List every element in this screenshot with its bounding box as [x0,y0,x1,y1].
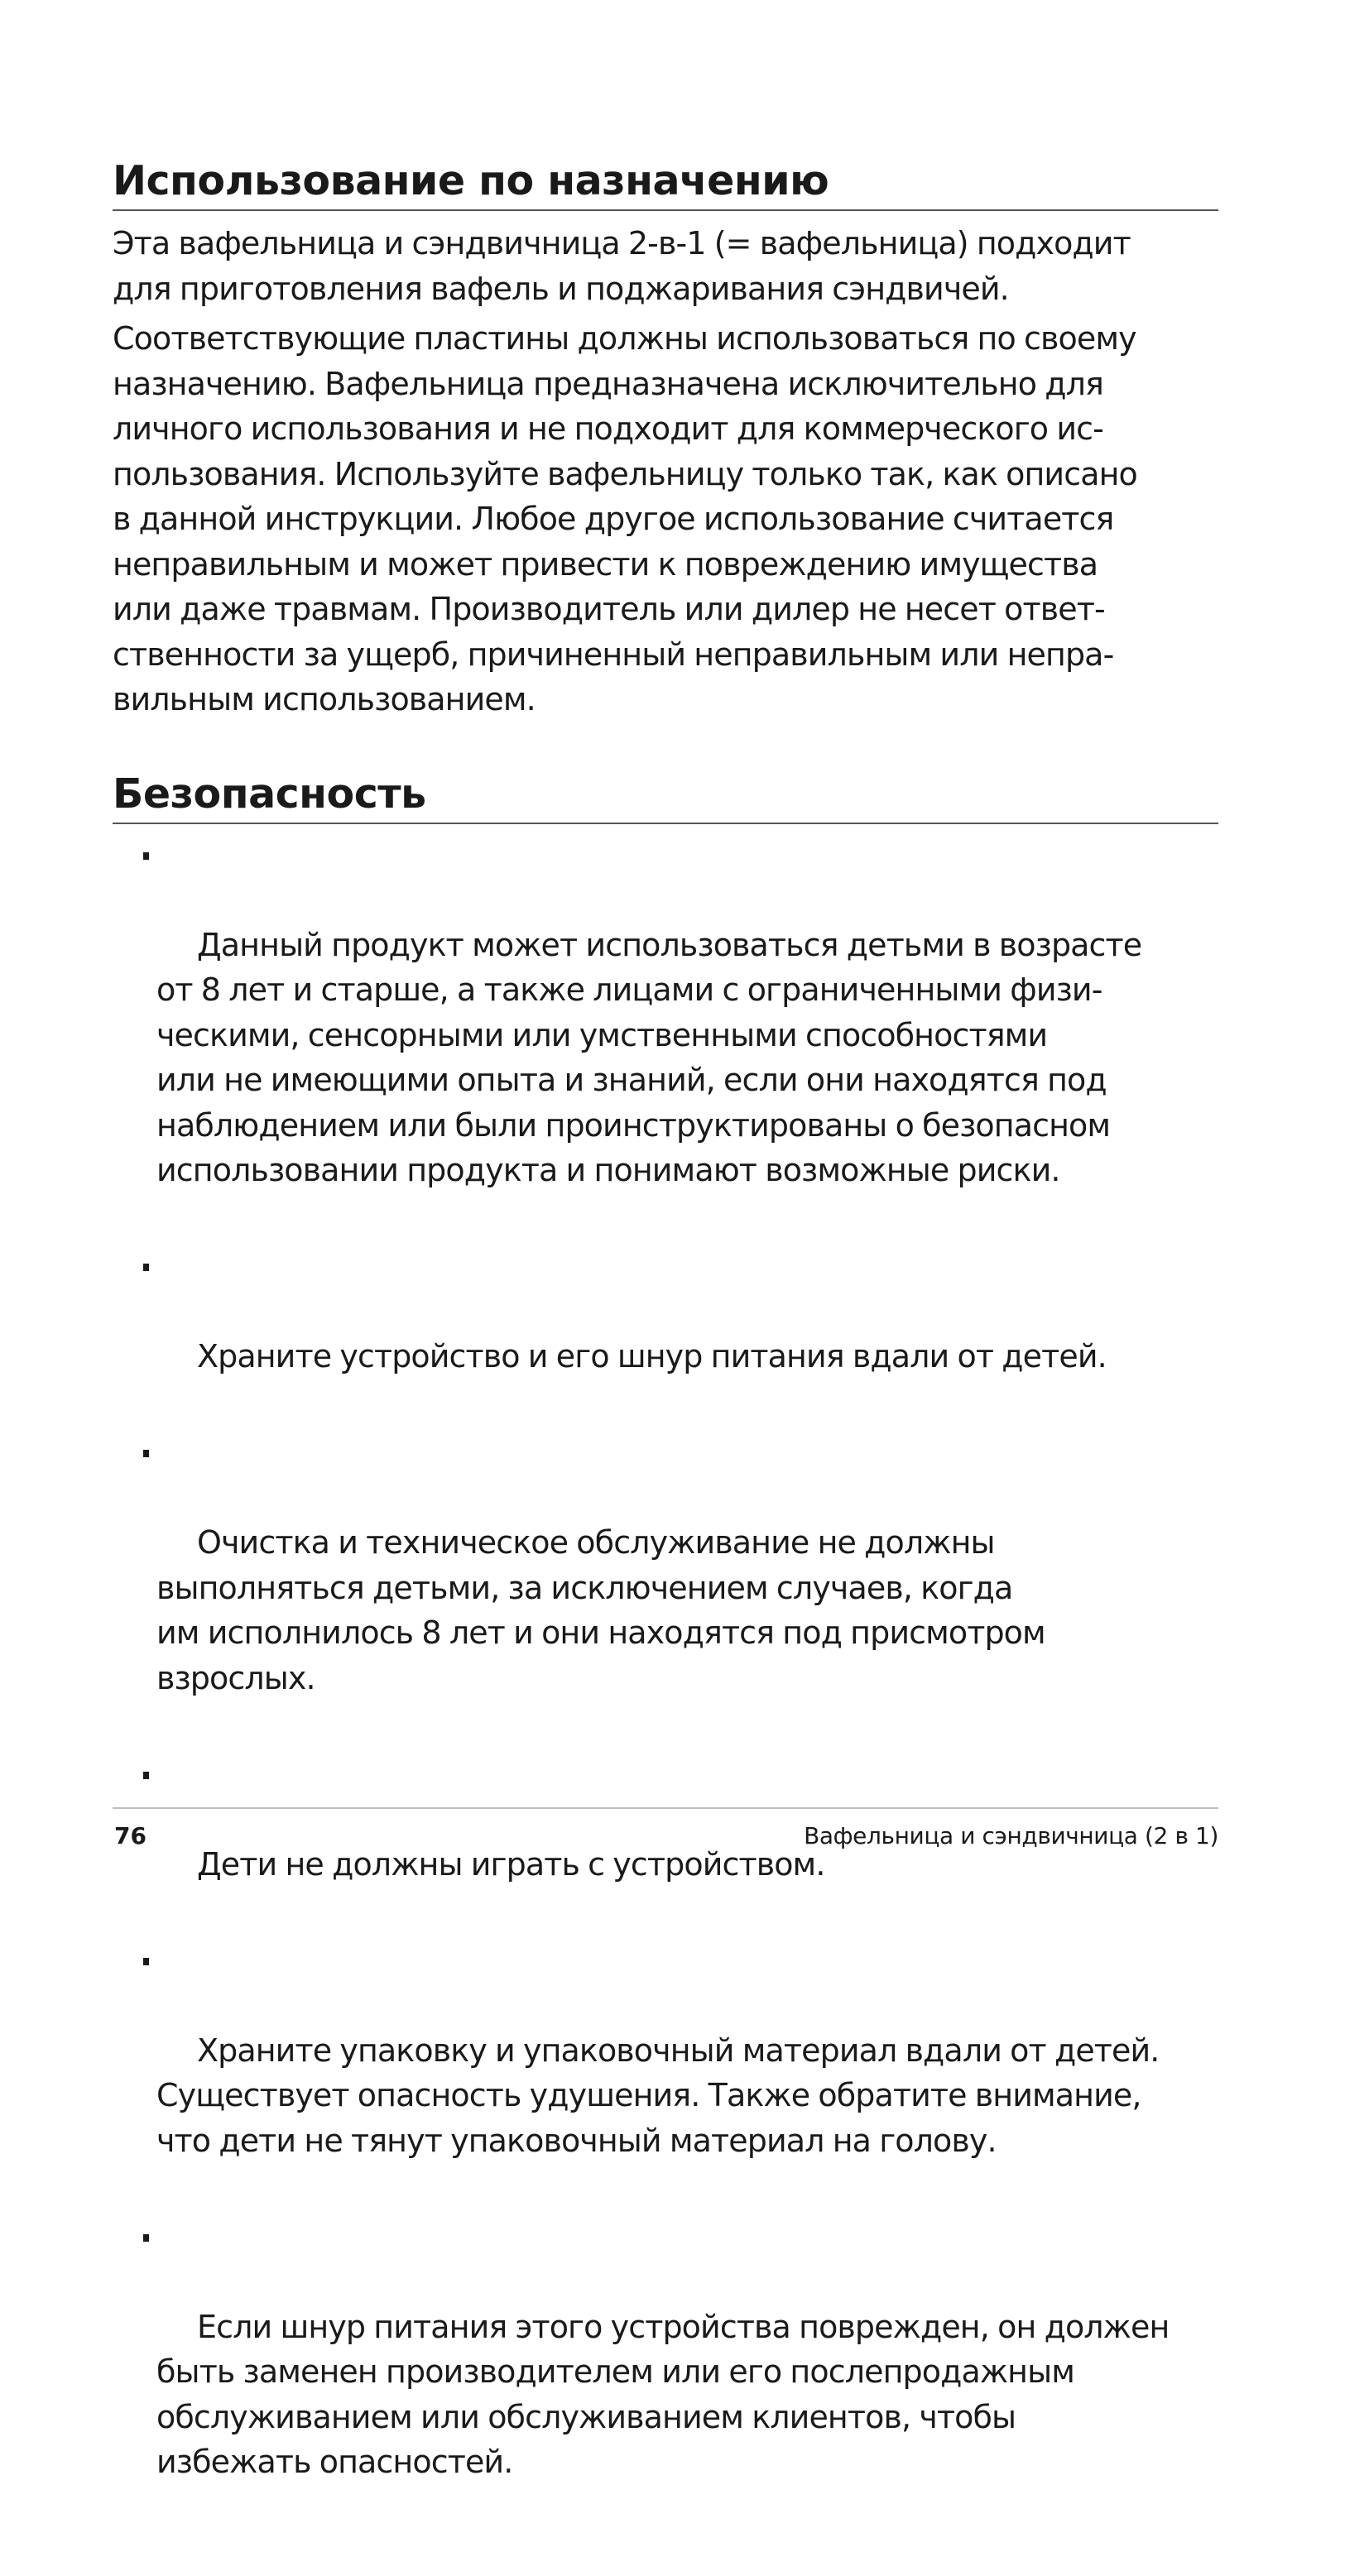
intended-use-section [113,156,1218,722]
page-content [113,156,1218,2576]
list-item [113,1430,1218,1746]
bullet-square-icon [143,1772,149,1779]
list-item [113,832,1218,1239]
footer-divider [113,1807,1218,1809]
bullet-square-icon [143,1450,149,1457]
list-item [113,1244,1218,1424]
page-number: 76 [114,1822,147,1849]
list-item-text: Дети не должны играть с устройством. [197,1845,825,1883]
safety-section [113,769,1218,2530]
list-item [113,1938,1218,2209]
list-item [113,2214,1218,2530]
bullet-square-icon [143,852,149,860]
intended-use-paragraph: Соответствующие пластины должны использоваться по своему назначению. Вафельница предназначена исключительно для личного использования и не подходит для коммерческого ис- пользования. Используйте вафельницу только так, как описано в данной инструкции. Любое другое использование считается неправильным и может привести к повреждению имущества или даже травмам. Производитель или дилер не несет ответ- ственности за ущерб, причиненный неправильным или непра- вильным использованием. [113,320,1137,717]
bullet-square-icon [143,1264,149,1271]
bullet-square-icon [143,1958,149,1965]
intended-use-heading: Использование по назначению [113,156,1218,211]
footer-title: Вафельница и сэндвичница (2 в 1) [804,1822,1218,1849]
list-item-text: Храните упаковку и упаковочный материал вдали от детей. Существует опасность удушения. Также обратите внимание, что дети не тянут упаковочный материал на голову. [156,2032,1160,2159]
list-item-text: Данный продукт может использоваться детьми в возрасте от 8 лет и старше, а также лицами с ограниченными физи- ческими, сенсорными или умственными способностями или не имеющими опыта и знаний, если они находятся под наблюдением или были проинструктированы о безопасном использовании продукта и понимают возможные риски. [156,926,1142,1188]
list-item-text: Очистка и техническое обслуживание не должны выполняться детьми, за исключением случаев, когда им исполнилось 8 лет и они находятся под присмотром взрослых. [156,1524,1045,1696]
safety-heading: Безопасность [113,769,1218,824]
list-item-text: Храните устройство и его шнур питания вдали от детей. [197,1338,1107,1374]
safety-list [113,832,1218,2530]
bullet-square-icon [143,2234,149,2242]
intended-use-paragraph: Эта вафельница и сэндвичница 2-в-1 (= вафельница) подходит для приготовления вафель и поджаривания сэндвичей. [113,225,1131,307]
list-item-text: Если шнур питания этого устройства поврежден, он должен быть заменен производителем или его послепродажным обслуживанием или обслуживанием клиентов, чтобы избежать опасностей. [156,2308,1170,2480]
